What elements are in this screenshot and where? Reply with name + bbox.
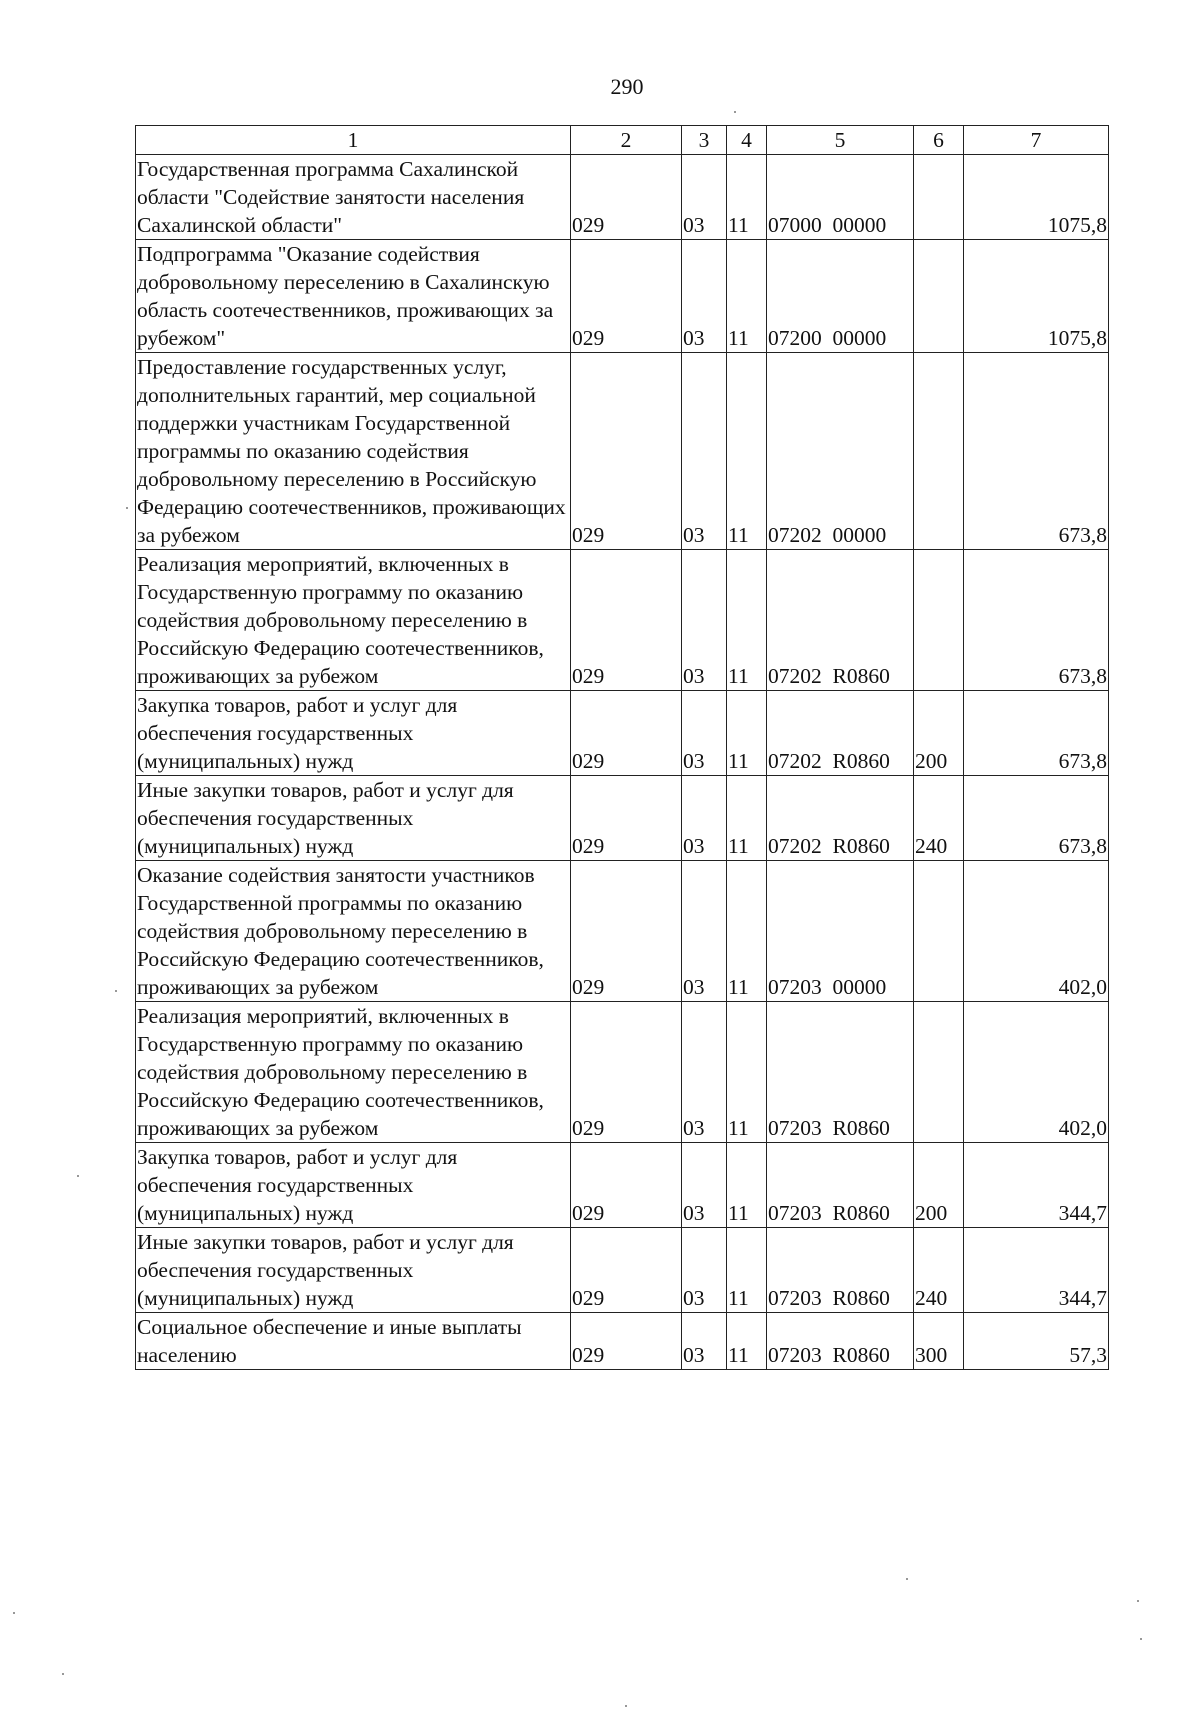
col-5-code: 07203 R0860 bbox=[767, 1313, 914, 1370]
budget-table bbox=[135, 125, 1109, 1370]
amount-value: 673,8 bbox=[964, 691, 1109, 776]
col-6-code: 240 bbox=[914, 776, 964, 861]
header-col-5: 5 bbox=[767, 126, 914, 155]
col-3-code: 03 bbox=[682, 240, 727, 353]
scan-speck bbox=[62, 1673, 64, 1675]
col-3-code: 03 bbox=[682, 353, 727, 550]
col-2-code: 029 bbox=[571, 1002, 682, 1143]
amount-value: 402,0 bbox=[964, 1002, 1109, 1143]
col-4-code: 11 bbox=[727, 861, 767, 1002]
header-col-7: 7 bbox=[964, 126, 1109, 155]
col-6-code: 200 bbox=[914, 691, 964, 776]
amount-value: 673,8 bbox=[964, 550, 1109, 691]
amount-value: 1075,8 bbox=[964, 240, 1109, 353]
col-3-code: 03 bbox=[682, 1313, 727, 1370]
amount-value: 402,0 bbox=[964, 861, 1109, 1002]
col-5-code: 07202 00000 bbox=[767, 353, 914, 550]
amount-value: 673,8 bbox=[964, 353, 1109, 550]
col-2-code: 029 bbox=[571, 155, 682, 240]
scan-speck bbox=[906, 1578, 908, 1580]
col-6-code bbox=[914, 861, 964, 1002]
col-2-code: 029 bbox=[571, 1228, 682, 1313]
table-row bbox=[136, 240, 1109, 353]
col-5-code: 07202 R0860 bbox=[767, 691, 914, 776]
table-row bbox=[136, 155, 1109, 240]
amount-value: 673,8 bbox=[964, 776, 1109, 861]
col-2-code: 029 bbox=[571, 1143, 682, 1228]
scan-speck bbox=[77, 1175, 79, 1177]
scan-speck bbox=[1137, 1600, 1139, 1602]
col-4-code: 11 bbox=[727, 1228, 767, 1313]
col-3-code: 03 bbox=[682, 550, 727, 691]
row-name: Закупка товаров, работ и услуг для обеспечения государственных (муниципальных) нужд bbox=[136, 691, 571, 776]
header-col-1: 1 bbox=[136, 126, 571, 155]
page-number: 290 bbox=[610, 74, 644, 99]
col-2-code: 029 bbox=[571, 691, 682, 776]
col-2-code: 029 bbox=[571, 550, 682, 691]
col-5-code: 07203 R0860 bbox=[767, 1228, 914, 1313]
table-row bbox=[136, 1002, 1109, 1143]
col-4-code: 11 bbox=[727, 1002, 767, 1143]
col-5-code: 07203 R0860 bbox=[767, 1143, 914, 1228]
row-name: Государственная программа Сахалинской области "Содействие занятости населения Сахалинской области" bbox=[136, 155, 571, 240]
col-4-code: 11 bbox=[727, 691, 767, 776]
header-row bbox=[136, 126, 1109, 155]
col-3-code: 03 bbox=[682, 155, 727, 240]
header-col-2: 2 bbox=[571, 126, 682, 155]
col-5-code: 07203 R0860 bbox=[767, 1002, 914, 1143]
amount-value: 344,7 bbox=[964, 1228, 1109, 1313]
col-3-code: 03 bbox=[682, 776, 727, 861]
col-6-code bbox=[914, 550, 964, 691]
col-6-code bbox=[914, 240, 964, 353]
col-2-code: 029 bbox=[571, 1313, 682, 1370]
scan-speck bbox=[115, 990, 117, 992]
col-4-code: 11 bbox=[727, 550, 767, 691]
row-name: Иные закупки товаров, работ и услуг для обеспечения государственных (муниципальных) нужд bbox=[136, 1228, 571, 1313]
col-3-code: 03 bbox=[682, 861, 727, 1002]
col-4-code: 11 bbox=[727, 155, 767, 240]
header-col-6: 6 bbox=[914, 126, 964, 155]
table-row bbox=[136, 1143, 1109, 1228]
row-name: Реализация мероприятий, включенных в Государственную программу по оказанию содействия добровольному переселению в Российскую Федерацию соотечественников, проживающих за рубежом bbox=[136, 1002, 571, 1143]
col-6-code bbox=[914, 1002, 964, 1143]
scan-speck bbox=[13, 1612, 15, 1614]
col-3-code: 03 bbox=[682, 1143, 727, 1228]
col-3-code: 03 bbox=[682, 691, 727, 776]
col-6-code: 300 bbox=[914, 1313, 964, 1370]
table-row bbox=[136, 353, 1109, 550]
col-2-code: 029 bbox=[571, 240, 682, 353]
scan-speck bbox=[1140, 1638, 1142, 1640]
amount-value: 344,7 bbox=[964, 1143, 1109, 1228]
row-name: Иные закупки товаров, работ и услуг для обеспечения государственных (муниципальных) нужд bbox=[136, 776, 571, 861]
row-name: Подпрограмма "Оказание содействия добровольному переселению в Сахалинскую область соотечественников, проживающих за рубежом" bbox=[136, 240, 571, 353]
row-name: Предоставление государственных услуг, дополнительных гарантий, мер социальной поддержки участникам Государственной программы по оказанию содействия добровольному переселению в Российскую Федерацию соотечественников, проживающих за рубежом bbox=[136, 353, 571, 550]
col-5-code: 07202 R0860 bbox=[767, 550, 914, 691]
col-2-code: 029 bbox=[571, 776, 682, 861]
table-header bbox=[136, 126, 1109, 155]
row-name: Реализация мероприятий, включенных в Государственную программу по оказанию содействия добровольному переселению в Российскую Федерацию соотечественников, проживающих за рубежом bbox=[136, 550, 571, 691]
col-4-code: 11 bbox=[727, 240, 767, 353]
col-5-code: 07200 00000 bbox=[767, 240, 914, 353]
col-6-code bbox=[914, 353, 964, 550]
header-col-4: 4 bbox=[727, 126, 767, 155]
col-3-code: 03 bbox=[682, 1002, 727, 1143]
scan-speck bbox=[126, 507, 128, 509]
col-2-code: 029 bbox=[571, 861, 682, 1002]
row-name: Закупка товаров, работ и услуг для обеспечения государственных (муниципальных) нужд bbox=[136, 1143, 571, 1228]
table-row bbox=[136, 550, 1109, 691]
col-6-code bbox=[914, 155, 964, 240]
col-6-code: 200 bbox=[914, 1143, 964, 1228]
col-4-code: 11 bbox=[727, 1313, 767, 1370]
row-name: Оказание содействия занятости участников Государственной программы по оказанию содействия добровольному переселению в Российскую Федерацию соотечественников, проживающих за рубежом bbox=[136, 861, 571, 1002]
table-row bbox=[136, 861, 1109, 1002]
table-row bbox=[136, 1228, 1109, 1313]
col-2-code: 029 bbox=[571, 353, 682, 550]
scan-speck bbox=[625, 1705, 627, 1707]
table-row bbox=[136, 1313, 1109, 1370]
col-5-code: 07202 R0860 bbox=[767, 776, 914, 861]
col-6-code: 240 bbox=[914, 1228, 964, 1313]
table-body bbox=[136, 155, 1109, 1370]
header-col-3: 3 bbox=[682, 126, 727, 155]
col-4-code: 11 bbox=[727, 353, 767, 550]
amount-value: 1075,8 bbox=[964, 155, 1109, 240]
col-5-code: 07000 00000 bbox=[767, 155, 914, 240]
amount-value: 57,3 bbox=[964, 1313, 1109, 1370]
table-row bbox=[136, 776, 1109, 861]
row-name: Социальное обеспечение и иные выплаты населению bbox=[136, 1313, 571, 1370]
col-4-code: 11 bbox=[727, 776, 767, 861]
col-3-code: 03 bbox=[682, 1228, 727, 1313]
scan-speck bbox=[734, 111, 736, 113]
table-row bbox=[136, 691, 1109, 776]
col-4-code: 11 bbox=[727, 1143, 767, 1228]
col-5-code: 07203 00000 bbox=[767, 861, 914, 1002]
